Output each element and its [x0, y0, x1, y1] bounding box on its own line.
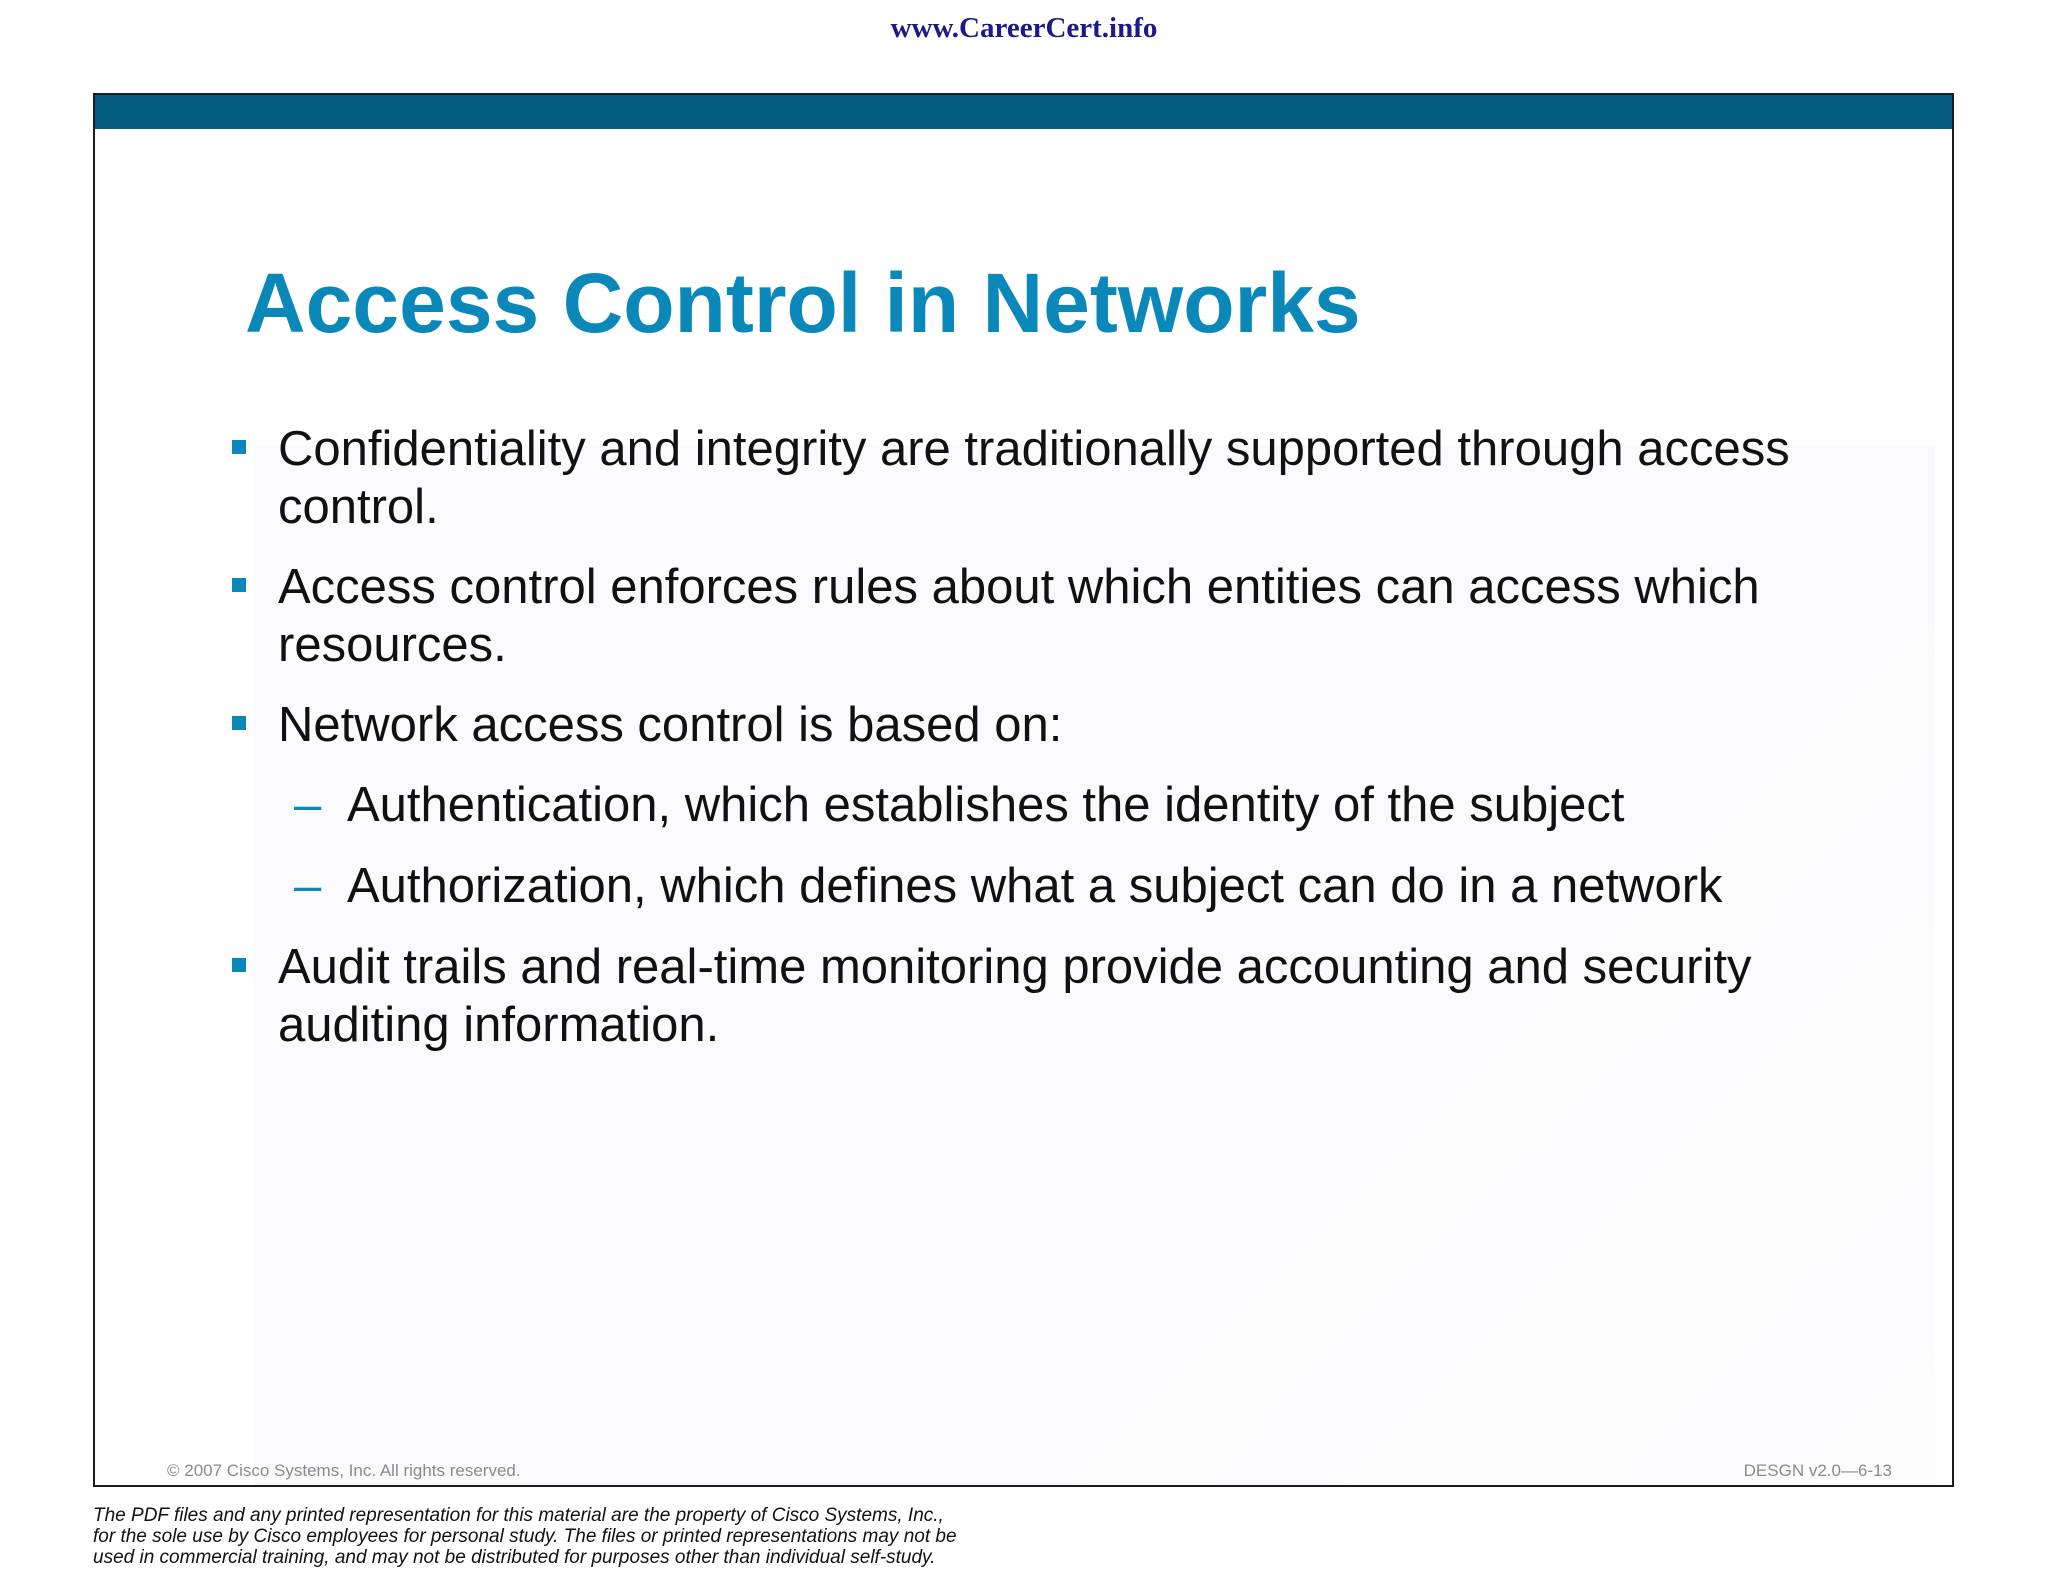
sub-bullet-item	[232, 857, 1892, 915]
bullet-item	[232, 420, 1892, 536]
site-url[interactable]: www.CareerCert.info	[890, 12, 1158, 44]
dash-bullet-icon: –	[294, 859, 322, 913]
slide-identifier: DESGN v2.0—6-13	[1743, 1461, 1892, 1480]
bullet-item	[232, 696, 1892, 754]
bullet-item	[232, 558, 1892, 674]
bullet-list	[232, 420, 1892, 1054]
bullet-item	[232, 938, 1892, 1054]
square-bullet-icon	[232, 716, 246, 730]
dash-bullet-icon: –	[294, 778, 322, 832]
slide	[93, 93, 1954, 1487]
sub-bullet-text: Authorization, which defines what a subject can do in a network	[347, 859, 1723, 913]
disclaimer	[93, 1505, 1193, 1568]
slide-top-bar	[95, 95, 1952, 129]
square-bullet-icon	[232, 578, 246, 592]
bullet-text: Audit trails and real-time monitoring provide accounting and security auditing information.	[278, 940, 1752, 1052]
sub-bullet-text: Authentication, which establishes the identity of the subject	[347, 778, 1625, 832]
bullet-text: Network access control is based on:	[278, 698, 1063, 752]
disclaimer-line: for the sole use by Cisco employees for personal study. The files or printed representations may not be	[93, 1526, 957, 1547]
bullet-text: Confidentiality and integrity are traditionally supported through access control.	[278, 422, 1790, 534]
disclaimer-line: used in commercial training, and may not be distributed for purposes other than individual self-study.	[93, 1547, 936, 1568]
copyright-notice: © 2007 Cisco Systems, Inc. All rights reserved.	[167, 1461, 521, 1480]
sub-bullet-item	[232, 776, 1892, 834]
slide-title: Access Control in Networks	[245, 256, 1361, 350]
square-bullet-icon	[232, 440, 246, 454]
disclaimer-line: The PDF files and any printed representation for this material are the property of Cisco Systems, Inc.,	[93, 1505, 944, 1526]
square-bullet-icon	[232, 958, 246, 972]
bullet-text: Access control enforces rules about which entities can access which resources.	[278, 560, 1760, 672]
